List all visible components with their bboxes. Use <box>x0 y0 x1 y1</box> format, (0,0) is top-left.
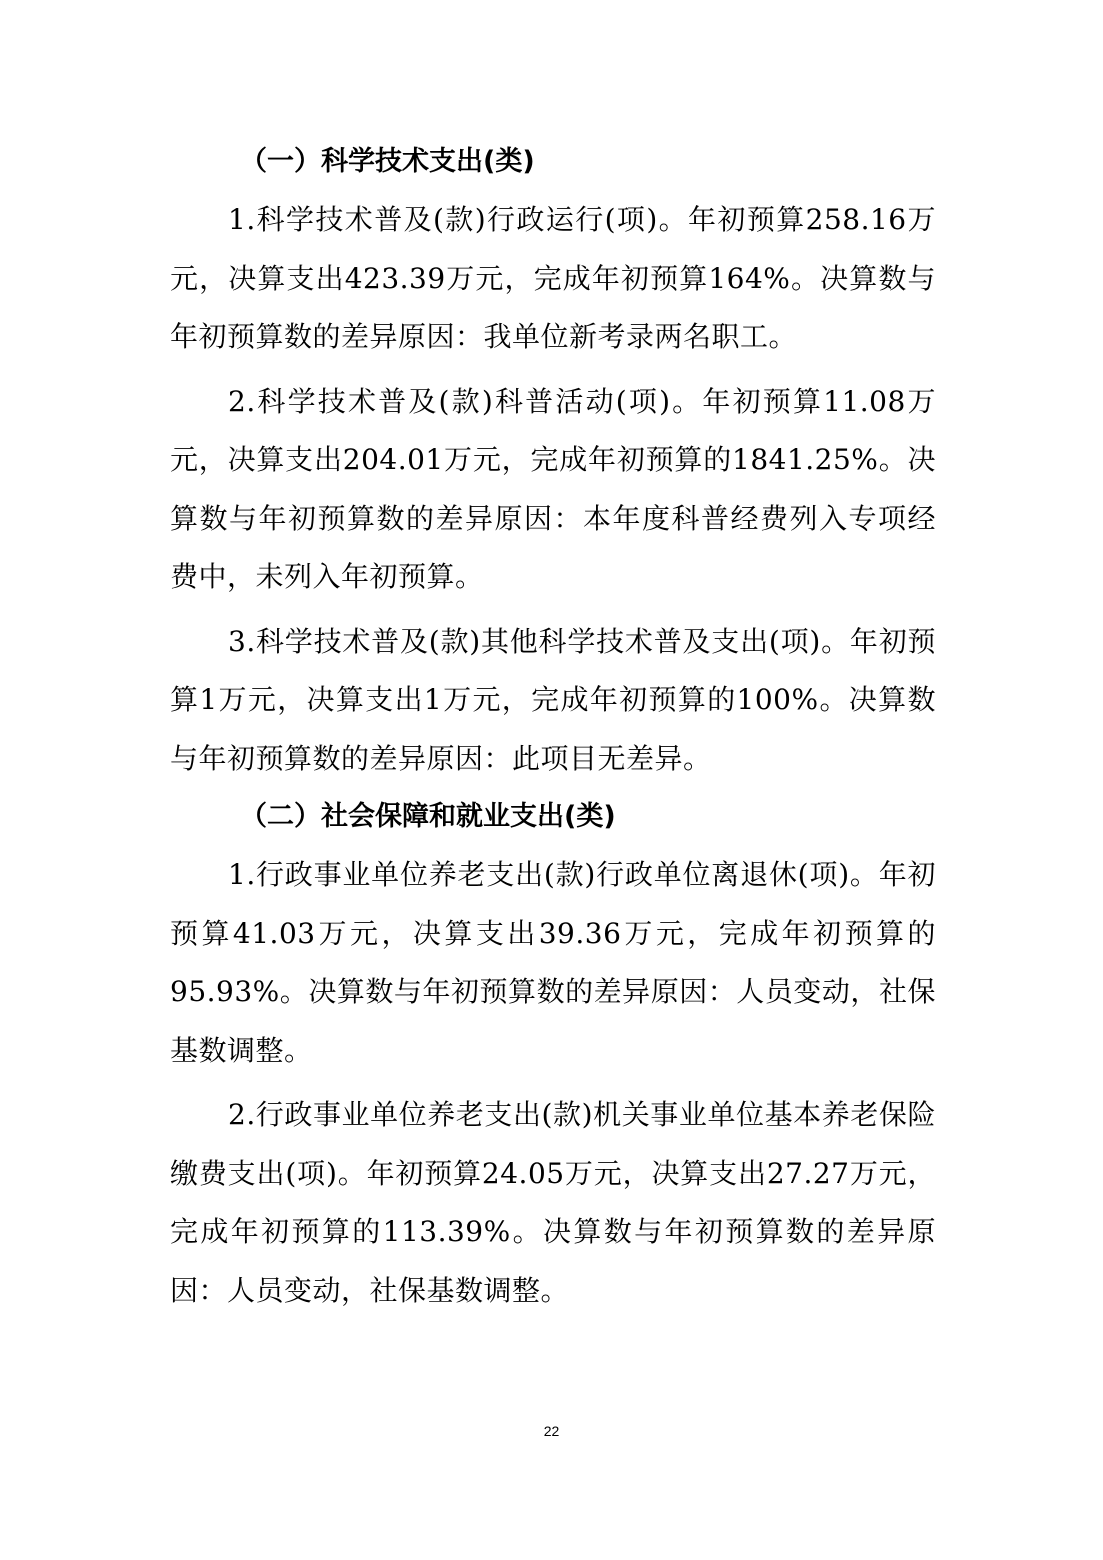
paragraph-science-admin: 1.科学技术普及(款)行政运行(项)。年初预算258.16万元，决算支出423.39万元，完成年初预算164%。决算数与年初预算数的差异原因：我单位新考录两名职工。 <box>170 203 936 353</box>
section-heading-science: （一）科学技术支出(类) <box>240 146 535 177</box>
paragraph-science-activity: 2.科学技术普及(款)科普活动(项)。年初预算11.08万元，决算支出204.01万元，完成年初预算的1841.25%。决算数与年初预算数的差异原因：本年度科普经费列入专项经费中，未列入年初预算。 <box>170 384 936 593</box>
paragraph-retirement: 1.行政事业单位养老支出(款)行政单位离退休(项)。年初预算41.03万元，决算支出39.36万元，完成年初预算的95.93%。决算数与年初预算数的差异原因：人员变动，社保基数调整。 <box>170 858 936 1067</box>
document-body <box>170 133 936 1326</box>
paragraph-pension-insurance: 2.行政事业单位养老支出(款)机关事业单位基本养老保险缴费支出(项)。年初预算24.05万元，决算支出27.27万元，完成年初预算的113.39%。决算数与年初预算数的差异原因：人员变动，社保基数调整。 <box>170 1098 936 1307</box>
paragraph-science-other: 3.科学技术普及(款)其他科学技术普及支出(项)。年初预算1万元，决算支出1万元，完成年初预算的100%。决算数与年初预算数的差异原因：此项目无差异。 <box>170 624 936 775</box>
page-number: 22 <box>543 1423 560 1439</box>
section-heading-social-security: （二）社会保障和就业支出(类) <box>240 801 616 832</box>
